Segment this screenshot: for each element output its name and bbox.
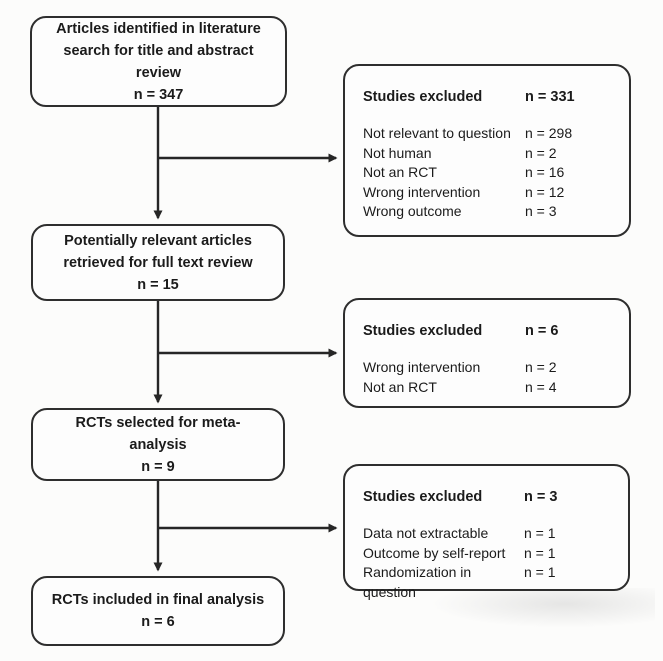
exclusion-item [363,183,609,203]
exclusion-item [363,563,608,602]
exclusion-item-label: Wrong intervention [363,183,481,200]
exclusion-item [363,378,609,398]
exclusion-item [363,124,609,144]
stage-box-line: RCTs selected for meta-analysis [75,414,241,453]
exclusion-item-value: n = 12 [525,183,565,200]
stage-box-fulltext [31,224,285,301]
exclusion-item [363,202,609,222]
exclusion-box-1 [343,64,631,237]
exclusion-item-label: Not an RCT [363,164,437,180]
stage-box-line: search for title and abstract review [63,42,254,81]
exclusion-item-value: n = 16 [525,164,565,180]
exclusion-item-value: n = 298 [525,125,573,141]
stage-box-line: retrieved for full text review [63,254,253,271]
exclusion-item-value: n = 4 [525,378,557,395]
stage-box-selected [31,408,285,481]
exclusion-total: n = 3 [524,489,558,505]
exclusion-item [363,524,608,544]
stage-box-count: n = 6 [141,614,175,630]
exclusion-item [363,144,609,164]
exclusion-item-value: n = 1 [524,564,556,580]
exclusion-title: Studies excluded [363,89,483,105]
stage-box-included [31,576,285,646]
exclusion-item-label: Not human [363,144,432,161]
exclusion-box-3 [343,464,630,600]
stage-box-line: Potentially relevant articles [64,232,252,249]
exclusion-total: n = 6 [525,323,559,339]
exclusion-item-label: Not an RCT [363,378,437,395]
exclusion-item-value: n = 1 [524,544,556,561]
exclusion-item-label: Data not extractable [363,525,489,541]
exclusion-item-value: n = 2 [525,359,557,375]
stage-box-count: n = 9 [141,458,175,475]
exclusion-header [363,487,608,507]
stage-box-line: Articles identified in literature [56,20,261,37]
exclusion-item-label: Outcome by self-report [363,544,506,561]
exclusion-header [363,321,609,341]
stage-box-count: n = 347 [133,86,184,103]
exclusion-item-label: Wrong intervention [363,359,481,375]
exclusion-title: Studies excluded [363,323,483,339]
exclusion-item-value: n = 3 [525,203,557,219]
exclusion-item-value: n = 2 [525,144,557,161]
exclusion-item [363,163,609,183]
exclusion-item-value: n = 1 [524,525,556,541]
exclusion-item [363,358,609,378]
exclusion-header [363,87,609,107]
stage-box-count: n = 15 [137,276,179,293]
exclusion-item-label: Randomization in question [363,564,472,600]
stage-box-identified [30,16,287,107]
exclusion-item [363,544,608,564]
exclusion-total: n = 331 [525,89,575,105]
exclusion-item-label: Wrong outcome [363,203,462,219]
exclusion-item-label: Not relevant to question [363,125,511,141]
stage-box-line: RCTs included in final analysis [51,592,265,608]
exclusion-box-2 [343,298,631,408]
exclusion-title: Studies excluded [363,489,483,505]
